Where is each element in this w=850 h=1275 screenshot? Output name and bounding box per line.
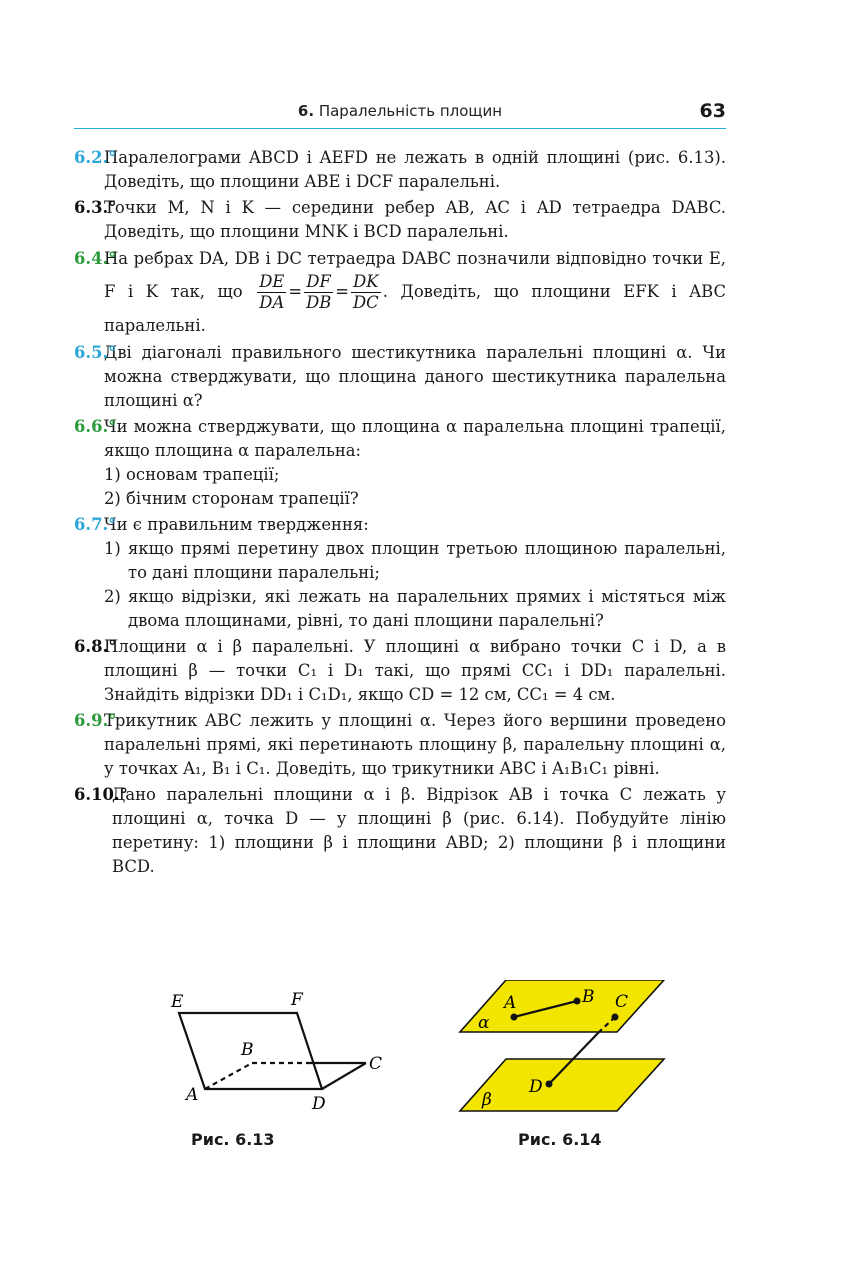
fraction-dk-dc: $\frac{DK}{DC}$ xyxy=(353,272,379,312)
list-item-label: 1) xyxy=(104,539,121,558)
problem-text: Чи можна стверджувати, що площина α паралельна площині трапеції, якщо площина α паралельна: xyxy=(104,417,726,460)
problem-6-3 xyxy=(74,196,726,244)
problem-6-8 xyxy=(74,635,726,707)
list-item-text: якщо прямі перетину двох площин третьою площиною паралельні, то дані площини паралельні; xyxy=(128,539,726,582)
problem-number: 6.9.° xyxy=(74,711,117,730)
list-item: 1) основам трапеції; xyxy=(104,465,280,484)
list-item-text: якщо відрізки, які лежать на паралельних прямих і містяться між двома площинами, рівні, то дані площини паралельні? xyxy=(128,587,726,630)
label-f: F xyxy=(291,990,303,1010)
problem-6-4: 6.4.° На ребрах DA, DB і DC тетраедра DABC позначили відповідно точки E, F і K так, що $\frac{DE}{DA}$ = $\frac{DF}{DB}$ = $\frac{DK}{DC}$ . Доведіть, що площини EFK і ABC паралельні. xyxy=(74,246,726,339)
problem-text: Чи є правильним твердження: xyxy=(104,515,369,534)
label-b: B xyxy=(582,987,595,1007)
point-a xyxy=(511,1014,518,1021)
problem-number: 6.10.° xyxy=(74,785,128,804)
problem-number: 6.7.° xyxy=(74,515,117,534)
problem-6-6 xyxy=(74,415,726,511)
page-number: 63 xyxy=(699,100,726,122)
list-item: 2) бічним сторонам трапеції? xyxy=(104,489,359,508)
problem-text: Паралелограми ABCD і AEFD не лежать в одній площині (рис. 6.13). Доведіть, що площини ABE і DCF паралельні. xyxy=(104,148,726,191)
label-c: C xyxy=(615,992,629,1012)
problem-text: Точки M, N і K — середини ребер AB, AC і AD тетраедра DABC. Доведіть, що площини MNK і BCD паралельні. xyxy=(104,198,726,241)
section-title-text: Паралельність площин xyxy=(318,102,503,120)
section-number: 6. xyxy=(297,102,315,120)
problem-text-b: . Доведіть, що площини EFK і ABC паралельні. xyxy=(104,282,726,335)
problem-6-2 xyxy=(74,146,726,194)
point-b xyxy=(574,998,581,1005)
problem-text: Дві діагоналі правильного шестикутника паралельні площині α. Чи можна стверджувати, що площина даного шестикутника паралельна площині α? xyxy=(104,343,726,410)
problem-number: 6.4.° xyxy=(74,249,117,268)
caption-6-13: Рис. 6.13 xyxy=(191,1130,275,1149)
problem-text: Трикутник ABC лежить у площині α. Через його вершини проведено паралельні прямі, які перетинають площину β, паралельну площині α, у точках A₁, B₁ і C₁. Доведіть, що трикутники ABC і A₁B₁C₁ рівні. xyxy=(104,711,726,778)
label-a: A xyxy=(186,1085,199,1105)
problem-6-7 xyxy=(74,513,726,633)
problem-6-9 xyxy=(74,709,726,781)
problem-text: Дано паралельні площини α і β. Відрізок AB і точка C лежать у площині α, точка D — у площині β (рис. 6.14). Побудуйте лінію перетину: 1) площини β і площини ABD; 2) площини β і площини BCD. xyxy=(112,785,726,876)
figure-6-14 xyxy=(454,980,674,1120)
problem-6-5 xyxy=(74,341,726,413)
figure-6-13 xyxy=(114,985,414,1120)
problem-number: 6.2.° xyxy=(74,148,117,167)
problem-6-10 xyxy=(74,783,726,879)
running-header xyxy=(74,98,726,129)
label-e: E xyxy=(171,992,184,1012)
problem-number: 6.6.° xyxy=(74,417,117,436)
problem-text: Площини α і β паралельні. У площині α вибрано точки C і D, а в площині β — точки C₁ і D₁ такі, що прямі CC₁ і DD₁ паралельні. Знайдіть відрізки DD₁ і C₁D₁, якщо CD = 12 см, CC₁ = 4 см. xyxy=(104,637,726,704)
label-d: D xyxy=(529,1077,543,1097)
label-a: A xyxy=(504,993,517,1013)
problem-number: 6.8.° xyxy=(74,637,117,656)
label-beta: β xyxy=(482,1090,492,1110)
list-item-label: 2) xyxy=(104,587,121,606)
problem-number: 6.5.° xyxy=(74,343,117,362)
label-alpha: α xyxy=(478,1013,490,1033)
fraction-de-da: $\frac{DE}{DA}$ xyxy=(259,272,285,312)
point-d xyxy=(546,1081,553,1088)
list-item xyxy=(104,537,726,585)
problem-list xyxy=(74,146,726,881)
section-title xyxy=(74,102,726,120)
label-d: D xyxy=(312,1094,326,1114)
label-b: B xyxy=(241,1040,254,1060)
caption-6-14: Рис. 6.14 xyxy=(518,1130,602,1149)
edge-ab-hidden xyxy=(205,1063,252,1089)
problem-number: 6.3.° xyxy=(74,198,117,217)
fraction-df-db: $\frac{DF}{DB}$ xyxy=(306,272,332,312)
label-c: C xyxy=(369,1054,383,1074)
plane-alpha xyxy=(460,980,664,1032)
list-item xyxy=(104,585,726,633)
figures xyxy=(74,985,726,1165)
point-c xyxy=(612,1014,619,1021)
problem-text-a: На ребрах DA, DB і DC тетраедра DABC позначили відповідно точки E, F і K так, що xyxy=(104,249,726,301)
edge-dc xyxy=(322,1063,366,1089)
